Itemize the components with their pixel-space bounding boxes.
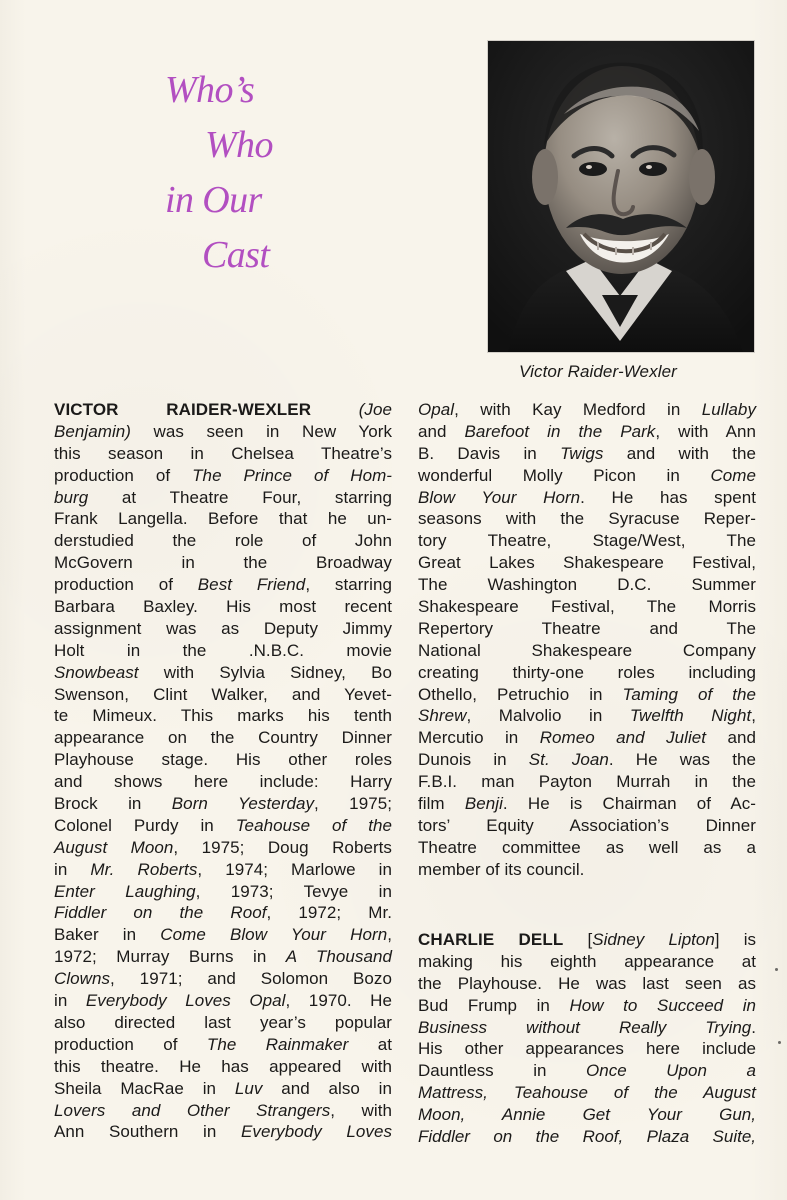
text-line: National Shakespeare Company xyxy=(418,640,756,660)
text-line: August Moon, 1975; Doug Roberts xyxy=(54,837,392,857)
text-line: this theatre. He has appeared with xyxy=(54,1056,392,1076)
text-line: Snowbeast with Sylvia Sidney, Bo xyxy=(54,662,392,682)
text-line: seasons with the Syracuse Reper- xyxy=(418,509,756,529)
text-line: Fiddler on the Roof, 1972; Mr. xyxy=(54,903,392,923)
text-line: Bud Frump in How to Succeed in xyxy=(418,995,757,1015)
section-heading xyxy=(165,63,295,283)
text-line: Benjamin) was seen in New York xyxy=(54,421,392,441)
text-line: The Washington D.C. Summer xyxy=(418,575,756,595)
text-line: Sheila MacRae in Luv and also in xyxy=(54,1078,392,1098)
left-text-column xyxy=(54,399,392,1143)
text-line: VICTOR RAIDER-WEXLER (Joe xyxy=(54,400,392,419)
text-line: Othello, Petruchio in Taming of the xyxy=(418,684,756,704)
text-line: Lovers and Other Strangers, with xyxy=(54,1100,392,1120)
heading-line-2: Who xyxy=(205,124,273,166)
text-line: Opal, with Kay Medford in Lullaby xyxy=(418,400,756,419)
text-line: Theatre committee as well as a xyxy=(418,837,756,857)
text-line: Mercutio in Romeo and Juliet and xyxy=(418,728,756,748)
text-line: Brock in Born Yesterday, 1975; xyxy=(54,794,392,814)
text-line: creating thirty-one roles including xyxy=(418,662,756,682)
text-line: derstudied the role of John xyxy=(54,531,392,551)
text-line: tors’ Equity Association’s Dinner xyxy=(418,815,756,835)
text-line: film Benji. He is Chairman of Ac- xyxy=(418,794,756,814)
text-line: Blow Your Horn. He has spent xyxy=(418,487,756,507)
text-line: Great Lakes Shakespeare Festival, xyxy=(418,553,756,573)
text-line: te Mimeux. This marks his tenth xyxy=(54,706,392,726)
heading-line-3: in Our xyxy=(165,179,262,221)
text-line: Business without Really Trying. xyxy=(418,1017,756,1037)
text-line: burg at Theatre Four, starring xyxy=(54,487,392,507)
text-line: assignment was as Deputy Jimmy xyxy=(54,618,392,638)
text-line: Barbara Baxley. His most recent xyxy=(54,597,392,617)
right-text-column-upper xyxy=(418,399,756,881)
text-line: F.B.I. man Payton Murrah in the xyxy=(418,772,756,792)
photo-caption: Victor Raider-Wexler xyxy=(519,362,677,381)
print-speck xyxy=(775,968,778,971)
text-line: Playhouse stage. His other roles xyxy=(54,750,392,770)
text-line: and Barefoot in the Park, with Ann xyxy=(418,421,756,441)
heading-line-4: Cast xyxy=(202,234,270,276)
text-line: production of Best Friend, starring xyxy=(54,575,392,595)
text-line: in Mr. Roberts, 1974; Marlowe in xyxy=(54,859,392,879)
text-line: Ann Southern in Everybody Loves xyxy=(54,1122,393,1142)
text-line: production of The Prince of Hom- xyxy=(54,465,393,485)
text-line: His other appearances here include xyxy=(418,1039,756,1059)
text-line: Baker in Come Blow Your Horn, xyxy=(54,925,392,945)
text-line: Dunois in St. Joan. He was the xyxy=(418,750,756,770)
heading-line-1: Who’s xyxy=(165,69,255,111)
text-line: this season in Chelsea Theatre’s xyxy=(54,443,392,463)
text-line: making his eighth appearance at xyxy=(418,951,756,971)
text-line: appearance on the Country Dinner xyxy=(54,728,392,748)
actor-portrait xyxy=(488,41,754,352)
text-line: Fiddler on the Roof, Plaza Suite, xyxy=(418,1127,756,1147)
text-line: CHARLIE DELL [Sidney Lipton] is xyxy=(418,930,756,949)
print-speck xyxy=(778,1041,781,1044)
right-text-column-lower xyxy=(418,929,756,1148)
text-line: production of The Rainmaker at xyxy=(54,1034,392,1054)
text-line: Shrew, Malvolio in Twelfth Night, xyxy=(418,706,756,726)
text-line: Frank Langella. Before that he un- xyxy=(54,509,392,529)
text-line: the Playhouse. He was last seen as xyxy=(418,973,756,993)
text-line: wonderful Molly Picon in Come xyxy=(418,465,756,485)
text-line: 1972; Murray Burns in A Thousand xyxy=(54,947,392,967)
text-line: Colonel Purdy in Teahouse of the xyxy=(54,815,392,835)
text-line: also directed last year’s popular xyxy=(54,1012,392,1032)
text-line: McGovern in the Broadway xyxy=(54,553,392,573)
text-line: Holt in the .N.B.C. movie xyxy=(54,640,392,660)
portrait-photo xyxy=(488,41,754,352)
text-line: Enter Laughing, 1973; Tevye in xyxy=(54,881,392,901)
text-line: and shows here include: Harry xyxy=(54,772,392,792)
text-line: Mattress, Teahouse of the August xyxy=(418,1083,756,1103)
text-line: B. Davis in Twigs and with the xyxy=(418,443,757,463)
text-line: Moon, Annie Get Your Gun, xyxy=(418,1105,756,1125)
text-line: Dauntless in Once Upon a xyxy=(418,1061,756,1081)
text-line: Shakespeare Festival, The Morris xyxy=(418,597,756,617)
text-line: Repertory Theatre and The xyxy=(418,618,756,638)
text-line: in Everybody Loves Opal, 1970. He xyxy=(54,991,392,1011)
text-line: member of its council. xyxy=(418,859,585,879)
text-line: tory Theatre, Stage/West, The xyxy=(418,531,756,551)
text-line: Clowns, 1971; and Solomon Bozo xyxy=(54,969,392,989)
text-line: Swenson, Clint Walker, and Yevet- xyxy=(54,684,392,704)
